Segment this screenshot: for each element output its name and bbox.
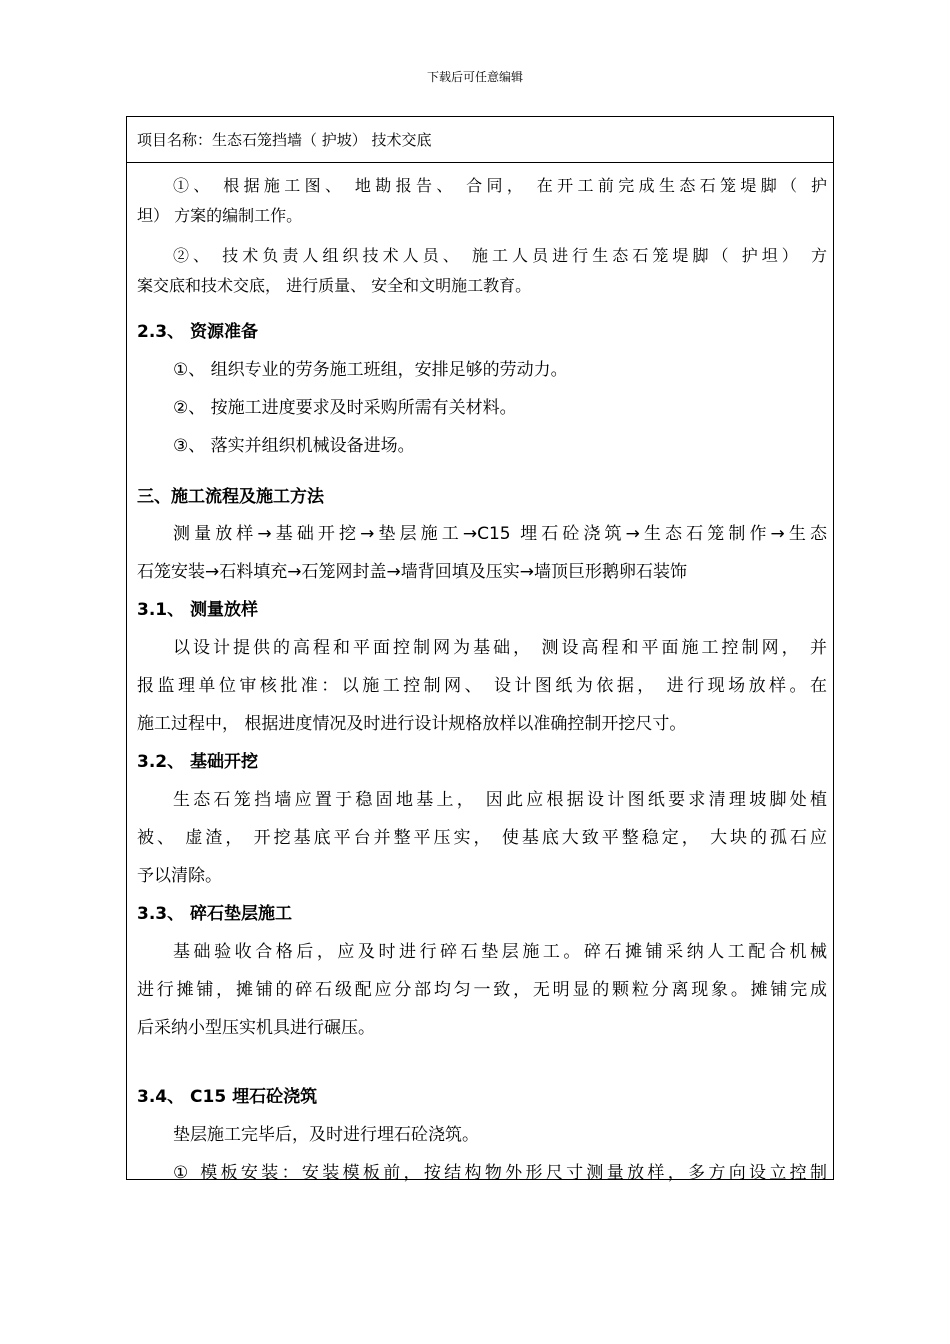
section-3-4-line-2: ① 模板安装：安装模板前，按结构物外形尺寸测量放样，多方向设立控制 <box>173 1163 827 1183</box>
section-2-3-item-2: ②、 按施工进度要求及时采购所需有关材料。 <box>173 398 517 418</box>
section-3-4-heading: 3.4、 C15 埋石砼浇筑 <box>137 1087 318 1107</box>
header-note: 下载后可任意编辑 <box>426 70 523 84</box>
section-3-1-heading: 3.1、 测量放样 <box>137 600 259 620</box>
section-3-2-line-3: 予以清除。 <box>137 866 222 886</box>
section-3-4-line-1: 垫层施工完毕后，及时进行埋石砼浇筑。 <box>173 1125 479 1145</box>
section-3-3-line-3: 后采纳小型压实机具进行碾压。 <box>137 1018 375 1038</box>
prep-item-2-line-2: 案交底和技术交底， 进行质量、 安全和文明施工教育。 <box>137 276 532 295</box>
prep-item-1-line-1: ①、 根据施工图、 地勘报告、 合同， 在开工前完成生态石笼堤脚（ 护 <box>173 176 827 195</box>
section-3-3-line-2: 进行摊铺，摊铺的碎石级配应分部均匀一致，无明显的颗粒分离现象。摊铺完成 <box>137 980 827 1000</box>
section-2-3-heading: 2.3、 资源准备 <box>137 322 259 342</box>
section-3-2-line-2: 被、 虚渣， 开挖基底平台并整平压实， 使基底大致平整稳定， 大块的孤石应 <box>137 828 827 848</box>
section-3-2-line-1: 生态石笼挡墙应置于稳固地基上， 因此应根据设计图纸要求清理坡脚处植 <box>173 790 827 810</box>
section-3-1-line-1: 以设计提供的高程和平面控制网为基础， 测设高程和平面施工控制网， 并 <box>173 638 827 658</box>
section-2-3-item-3: ③、 落实并组织机械设备进场。 <box>173 436 415 456</box>
prep-item-1-line-2: 坦） 方案的编制工作。 <box>137 206 303 225</box>
project-title: 项目名称：生态石笼挡墙（ 护坡） 技术交底 <box>127 117 833 163</box>
section-2-3-item-1: ①、 组织专业的劳务施工班组，安排足够的劳动力。 <box>173 360 568 380</box>
section-3-flow-line-1: 测量放样→基础开挖→垫层施工→C15 埋石砼浇筑→生态石笼制作→生态 <box>173 524 827 544</box>
section-3-heading: 三、施工流程及施工方法 <box>137 487 324 507</box>
section-3-flow-line-2: 石笼安装→石料填充→石笼网封盖→墙背回填及压实→墙顶巨形鹅卵石装饰 <box>137 562 687 582</box>
document-table <box>126 116 834 1183</box>
section-3-2-heading: 3.2、 基础开挖 <box>137 752 259 772</box>
prep-item-2-line-1: ②、 技术负责人组织技术人员、 施工人员进行生态石笼堤脚（ 护坦） 方 <box>173 246 827 265</box>
section-3-1-line-2: 报监理单位审核批准：以施工控制网、 设计图纸为依据， 进行现场放样。在 <box>137 676 827 696</box>
section-3-3-line-1: 基础验收合格后，应及时进行碎石垫层施工。碎石摊铺采纳人工配合机械 <box>173 942 827 962</box>
section-3-3-heading: 3.3、 碎石垫层施工 <box>137 904 293 924</box>
section-3-1-line-3: 施工过程中， 根据进度情况及时进行设计规格放样以准确控制开挖尺寸。 <box>137 714 687 734</box>
